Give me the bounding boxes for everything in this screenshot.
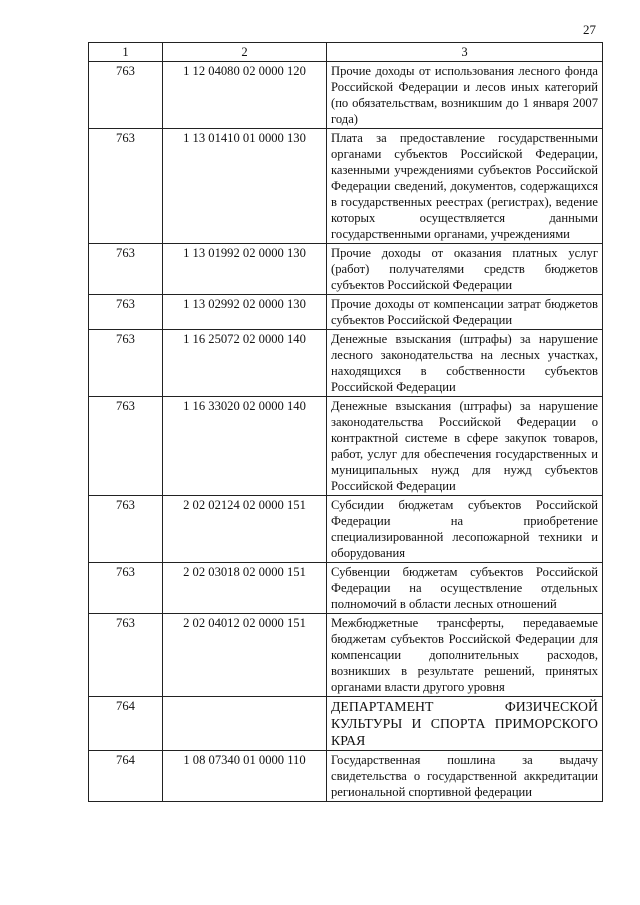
- admin-code-cell: 763: [89, 244, 163, 295]
- table-row: [89, 397, 603, 496]
- description-cell: Субвенции бюджетам субъектов Российской Федерации на осуществление отдельных полномочий в области лесных отношений: [327, 563, 603, 614]
- admin-code-cell: 763: [89, 397, 163, 496]
- table-row: [89, 295, 603, 330]
- revenue-code-cell: 1 08 07340 01 0000 110: [163, 751, 327, 802]
- table-row: [89, 563, 603, 614]
- table-row: [89, 244, 603, 295]
- revenue-code-cell: 1 16 33020 02 0000 140: [163, 397, 327, 496]
- revenue-code-cell: 1 13 02992 02 0000 130: [163, 295, 327, 330]
- department-title-cell: ДЕПАРТАМЕНТ ФИЗИЧЕСКОЙ КУЛЬТУРЫ И СПОРТА ПРИМОРСКОГО КРАЯ: [327, 697, 603, 751]
- revenue-code-cell: 1 13 01992 02 0000 130: [163, 244, 327, 295]
- table-row: [89, 62, 603, 129]
- admin-code-cell: 764: [89, 697, 163, 751]
- description-cell: Прочие доходы от компенсации затрат бюджетов субъектов Российской Федерации: [327, 295, 603, 330]
- admin-code-cell: 763: [89, 563, 163, 614]
- revenue-code-cell: [163, 697, 327, 751]
- description-cell: Межбюджетные трансферты, передаваемые бюджетам субъектов Российской Федерации для компенсации дополнительных расходов, возникших в результате решений, принятых органами власти другого уровня: [327, 614, 603, 697]
- revenue-code-cell: 2 02 02124 02 0000 151: [163, 496, 327, 563]
- revenue-codes-table: [88, 42, 603, 802]
- admin-code-cell: 763: [89, 62, 163, 129]
- table-row: [89, 751, 603, 802]
- description-cell: Субсидии бюджетам субъектов Российской Федерации на приобретение специализированной лесопожарной техники и оборудования: [327, 496, 603, 563]
- description-cell: Денежные взыскания (штрафы) за нарушение лесного законодательства на лесных участках, находящихся в собственности субъектов Российской Федерации: [327, 330, 603, 397]
- table-row: [89, 129, 603, 244]
- description-cell: Плата за предоставление государственными органами субъектов Российской Федерации, казенными учреждениями субъектов Российской Федерации сведений, документов, содержащихся в государственных реестрах (регистрах), ведение которых осуществляется данными государственными органами, учреждениями: [327, 129, 603, 244]
- revenue-code-cell: 2 02 04012 02 0000 151: [163, 614, 327, 697]
- table-row: [89, 614, 603, 697]
- page-number: 27: [583, 22, 596, 37]
- department-row: [89, 697, 603, 751]
- description-cell: Государственная пошлина за выдачу свидетельства о государственной аккредитации региональной спортивной федерации: [327, 751, 603, 802]
- revenue-code-cell: 2 02 03018 02 0000 151: [163, 563, 327, 614]
- description-cell: Прочие доходы от оказания платных услуг (работ) получателями средств бюджетов субъектов Российской Федерации: [327, 244, 603, 295]
- admin-code-cell: 764: [89, 751, 163, 802]
- admin-code-cell: 763: [89, 129, 163, 244]
- revenue-code-cell: 1 16 25072 02 0000 140: [163, 330, 327, 397]
- admin-code-cell: 763: [89, 496, 163, 563]
- admin-code-cell: 763: [89, 295, 163, 330]
- description-cell: Денежные взыскания (штрафы) за нарушение законодательства Российской Федерации о контрактной системе в сфере закупок товаров, работ, услуг для обеспечения государственных и муниципальных нужд для нужд субъектов Российской Федерации: [327, 397, 603, 496]
- column-header-1: 1: [89, 43, 163, 62]
- description-cell: Прочие доходы от использования лесного фонда Российской Федерации и лесов иных категорий (по обязательствам, возникшим до 1 января 2007 года): [327, 62, 603, 129]
- revenue-code-cell: 1 13 01410 01 0000 130: [163, 129, 327, 244]
- table-row: [89, 330, 603, 397]
- table-row: [89, 496, 603, 563]
- table-header-row: [89, 43, 603, 62]
- column-header-2: 2: [163, 43, 327, 62]
- column-header-3: 3: [327, 43, 603, 62]
- admin-code-cell: 763: [89, 330, 163, 397]
- revenue-code-cell: 1 12 04080 02 0000 120: [163, 62, 327, 129]
- admin-code-cell: 763: [89, 614, 163, 697]
